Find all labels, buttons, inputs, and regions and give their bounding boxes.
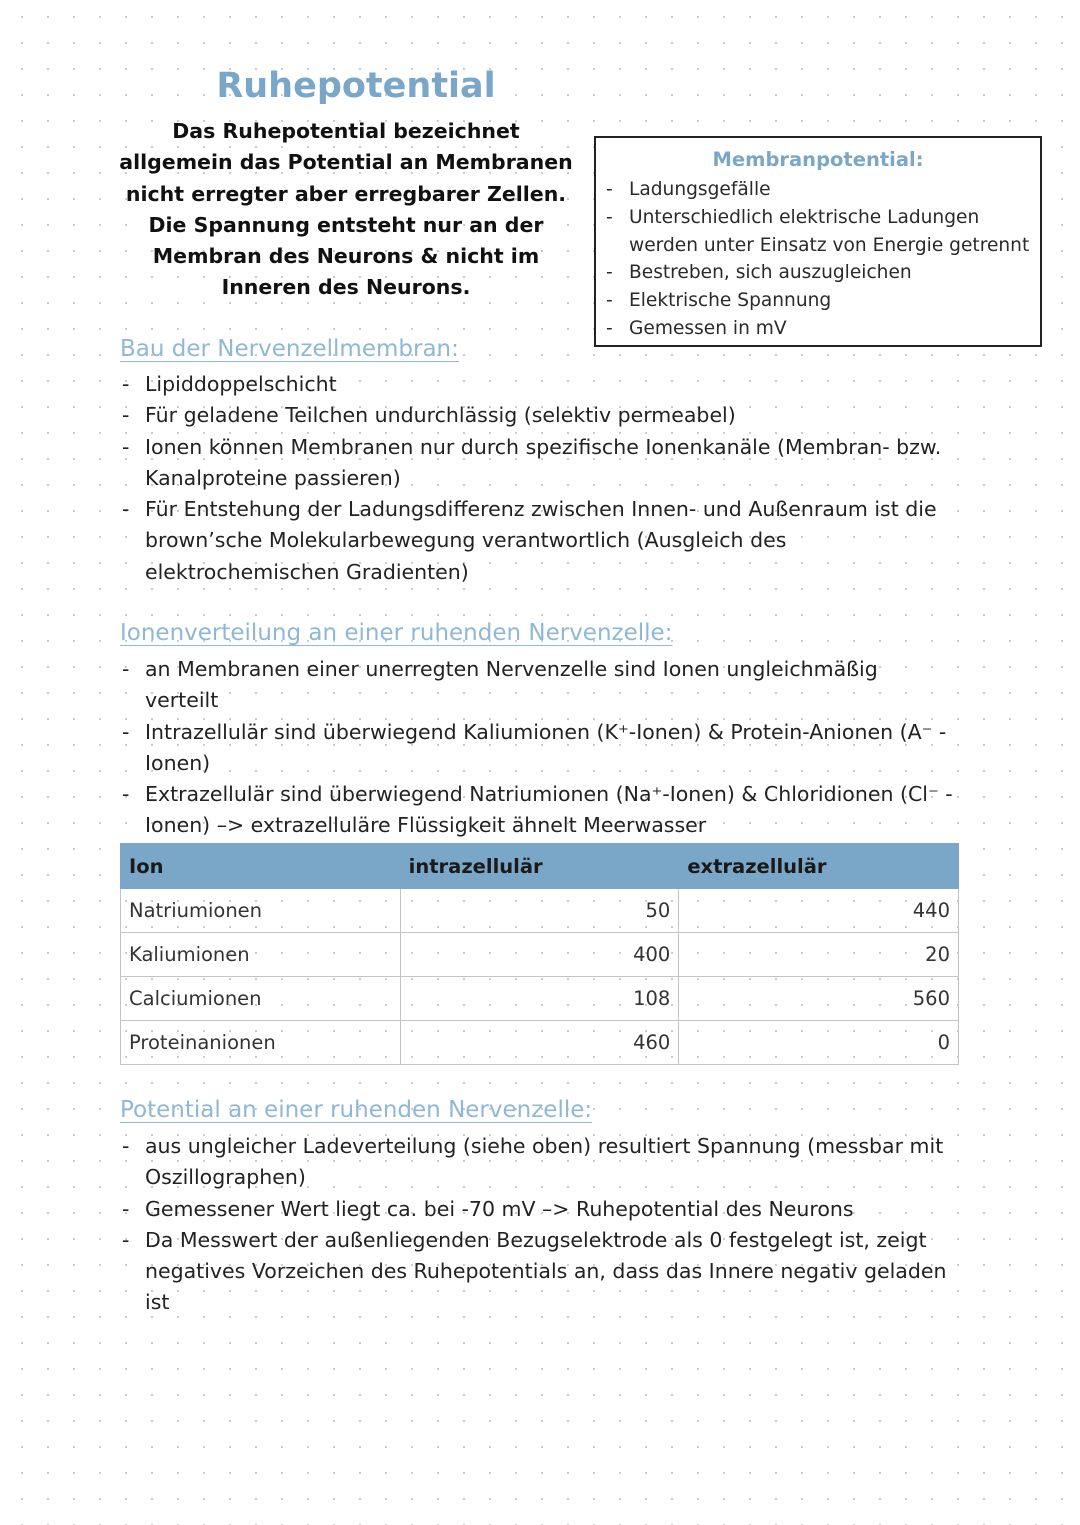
membranpotential-list (604, 176, 1040, 343)
list-item: - an Membranen einer unerregten Nervenzelle sind Ionen ungleichmäßig verteilt (120, 654, 955, 717)
intrazellular-value: 400 (400, 933, 679, 977)
list-item: - Unterschiedlich elektrische Ladungen werden unter Einsatz von Energie getrennt (604, 204, 1040, 260)
ion-distribution-table (120, 843, 959, 1065)
intrazellular-value: 108 (400, 977, 679, 1021)
page-title: Ruhepotential (216, 66, 496, 106)
list-item: - Gemessen in mV (604, 315, 1040, 343)
list-item: - Bestreben, sich auszugleichen (604, 259, 1040, 287)
list-item: - Für Entstehung der Ladungsdifferenz zwischen Innen- und Außenraum ist die brown’sche Molekularbewegung verantwortlich (Ausgleich des elektrochemischen Gradienten) (120, 494, 960, 588)
list-item: - Ionen können Membranen nur durch spezifische Ionenkanäle (Membran- bzw. Kanalproteine passieren) (120, 432, 960, 495)
extrazellular-value: 440 (679, 889, 959, 933)
list-item: - Lipiddoppelschicht (120, 369, 960, 400)
ion-name: Kaliumionen (121, 933, 401, 977)
section-heading-ionen: Ionenverteilung an einer ruhenden Nervenzelle: (120, 620, 673, 646)
list-item: - Für geladene Teilchen undurchlässig (selektiv permeabel) (120, 400, 960, 431)
list-item: - Elektrische Spannung (604, 287, 1040, 315)
potential-list (120, 1131, 955, 1319)
table-row (121, 1021, 959, 1065)
table-row (121, 933, 959, 977)
intrazellular-value: 50 (400, 889, 679, 933)
intrazellular-value: 460 (400, 1021, 679, 1065)
ion-name: Natriumionen (121, 889, 401, 933)
table-row (121, 889, 959, 933)
section-heading-potential: Potential an einer ruhenden Nervenzelle: (120, 1097, 593, 1123)
column-header-intrazellular: intrazellulär (400, 844, 679, 889)
list-item: - Intrazellulär sind überwiegend Kaliumionen (K⁺-Ionen) & Protein-Anionen (A⁻ -Ionen) (120, 717, 955, 780)
extrazellular-value: 0 (679, 1021, 959, 1065)
table-row (121, 977, 959, 1021)
list-item: - Da Messwert der außenliegenden Bezugselektrode als 0 festgelegt ist, zeigt negatives Vorzeichen des Ruhepotentials an, dass das Innere negativ geladen ist (120, 1225, 955, 1319)
membranpotential-box (594, 136, 1042, 347)
ion-name: Calciumionen (121, 977, 401, 1021)
list-item: - Extrazellulär sind überwiegend Natriumionen (Na⁺-Ionen) & Chloridionen (Cl⁻ -Ionen) –> extrazelluläre Flüssigkeit ähnelt Meerwasser (120, 779, 955, 842)
list-item: - Ladungsgefälle (604, 176, 1040, 204)
list-item: - Gemessener Wert liegt ca. bei -70 mV –> Ruhepotential des Neurons (120, 1194, 955, 1225)
extrazellular-value: 20 (679, 933, 959, 977)
ionen-list (120, 654, 955, 842)
column-header-ion: Ion (121, 844, 401, 889)
intro-paragraph: Das Ruhepotential bezeichnet allgemein das Potential an Membranen nicht erregter aber erregbarer Zellen. Die Spannung entsteht nur an der Membran des Neurons & nicht im Inneren des Neurons. (119, 119, 573, 300)
ion-name: Proteinanionen (121, 1021, 401, 1065)
table-header-row (121, 844, 959, 889)
list-item: - aus ungleicher Ladeverteilung (siehe oben) resultiert Spannung (messbar mit Oszillographen) (120, 1131, 955, 1194)
section-heading-bau: Bau der Nervenzellmembran: (120, 336, 459, 362)
extrazellular-value: 560 (679, 977, 959, 1021)
column-header-extrazellular: extrazellulär (679, 844, 959, 889)
membranpotential-title: Membranpotential: (712, 148, 924, 171)
bau-list (120, 369, 960, 588)
